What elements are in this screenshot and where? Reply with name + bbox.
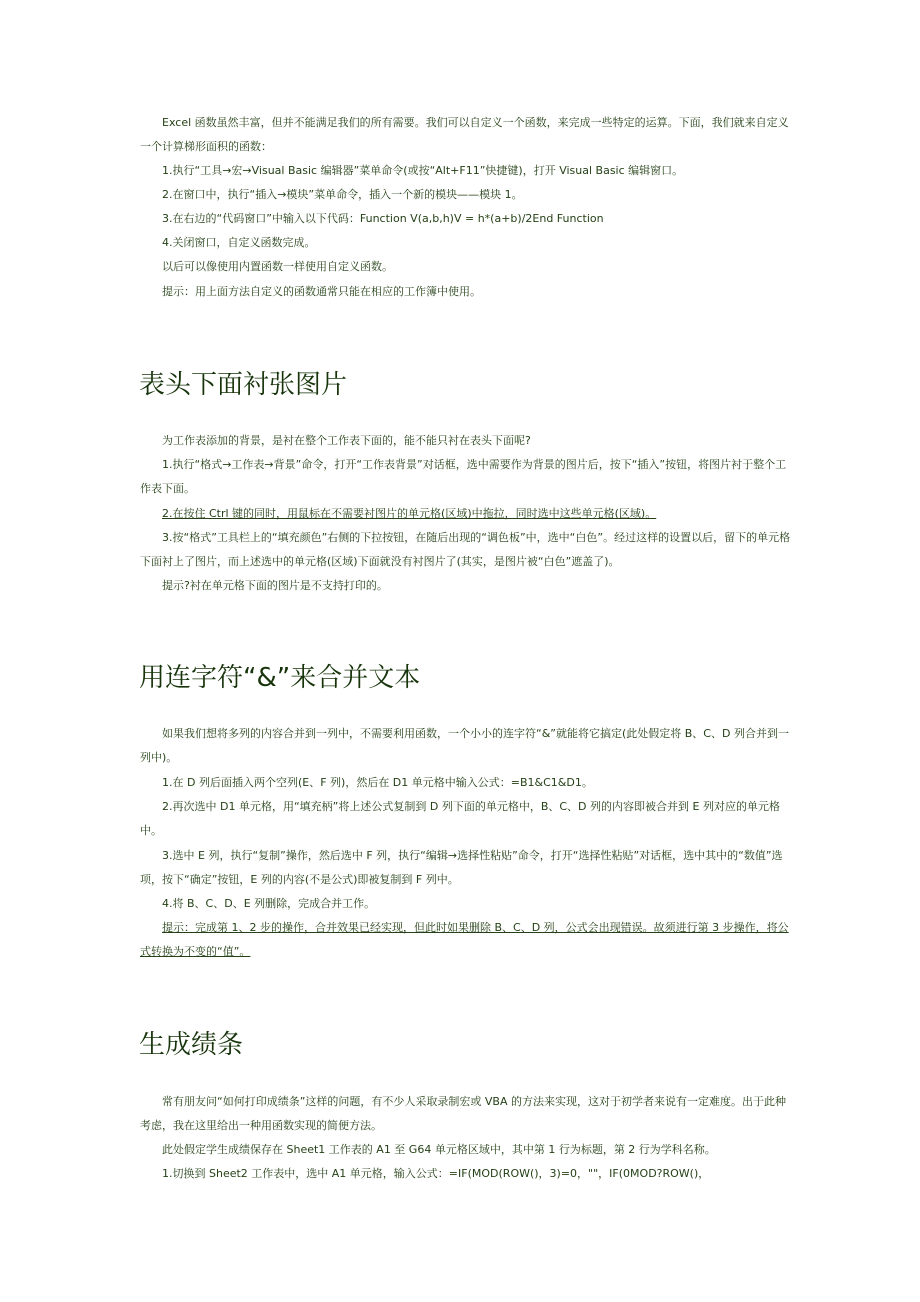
paragraph-step-4: 4.关闭窗口，自定义函数完成。 xyxy=(162,236,316,249)
paragraph-step-2: 2.在窗口中，执行“插入→模块”菜单命令，插入一个新的模块——模块 1。 xyxy=(162,188,523,201)
paragraph-question: 为工作表添加的背景，是衬在整个工作表下面的，能不能只衬在表头下面呢? xyxy=(162,434,531,447)
paragraph-tip: 提示：完成第 1、2 步的操作，合并效果已经实现，但此时如果删除 B、C、D 列，公式会出现错误。故须进行第 3 步操作，将公式转换为不变的“值”。 xyxy=(140,921,789,958)
heading-header-background: 表头下面衬张图片 xyxy=(139,370,348,400)
paragraph-step-3: 3.在右边的“代码窗口”中输入以下代码：Function V(a,b,h)V = h*(a+b)/2End Function xyxy=(162,212,604,225)
paragraph-step-4: 4.将 B、C、D、E 列删除，完成合并工作。 xyxy=(162,897,376,910)
paragraph-step-2: 2.再次选中 D1 单元格，用“填充柄”将上述公式复制到 D 列下面的单元格中，B、C、D 列的内容即被合并到 E 列对应的单元格中。 xyxy=(140,800,780,837)
paragraph-assumption: 此处假定学生成绩保存在 Sheet1 工作表的 A1 至 G64 单元格区域中，其中第 1 行为标题，第 2 行为学科名称。 xyxy=(162,1143,716,1156)
paragraph-step-1: 1.执行“格式→工作表→背景”命令，打开“工作表背景”对话框，选中需要作为背景的图片后，按下“插入”按钮，将图片衬于整个工作表下面。 xyxy=(140,458,787,495)
paragraph-tip: 提示：用上面方法自定义的函数通常只能在相应的工作簿中使用。 xyxy=(162,285,481,298)
heading-merge-text: 用连字符“&”来合并文本 xyxy=(139,663,421,693)
paragraph-intro: 如果我们想将多列的内容合并到一列中，不需要利用函数，一个小小的连字符“&”就能将它搞定(此处假定将 B、C、D 列合并到一列中)。 xyxy=(140,727,789,764)
paragraph-intro: 常有朋友问“如何打印成绩条”这样的问题，有不少人采取录制宏或 VBA 的方法来实现，这对于初学者来说有一定难度。出于此种考虑，我在这里给出一种用函数实现的简便方法。 xyxy=(140,1095,786,1132)
paragraph-note: 以后可以像使用内置函数一样使用自定义函数。 xyxy=(162,260,393,273)
paragraph-step-1: 1.切换到 Sheet2 工作表中，选中 A1 单元格，输入公式：=IF(MOD(ROW()，3)=0，""，IF(0MOD?ROW()， xyxy=(162,1167,710,1180)
paragraph-step-3: 3.选中 E 列，执行“复制”操作，然后选中 F 列，执行“编辑→选择性粘贴”命令，打开“选择性粘贴”对话框，选中其中的“数值”选项，按下“确定”按钮，E 列的内容(不是公式)即被复制到 F 列中。 xyxy=(140,849,783,886)
paragraph-step-2: 2.在按住 Ctrl 键的同时，用鼠标在不需要衬图片的单元格(区域)中拖拉，同时选中这些单元格(区域)。 xyxy=(162,507,657,520)
paragraph-step-3: 3.按“格式”工具栏上的“填充颜色”右侧的下拉按钮，在随后出现的“调色板”中，选中“白色”。经过这样的设置以后，留下的单元格下面衬上了图片，而上述选中的单元格(区域)下面就没有衬图片了(其实，是图片被“白色”遮盖了)。 xyxy=(140,531,791,568)
paragraph-intro: Excel 函数虽然丰富，但并不能满足我们的所有需要。我们可以自定义一个函数，来完成一些特定的运算。下面，我们就来自定义一个计算梯形面积的函数： xyxy=(140,116,789,153)
paragraph-step-1: 1.在 D 列后面插入两个空列(E、F 列)，然后在 D1 单元格中输入公式：=B1&C1&D1。 xyxy=(162,776,593,789)
paragraph-tip: 提示?衬在单元格下面的图片是不支持打印的。 xyxy=(162,579,388,592)
paragraph-step-1: 1.执行“工具→宏→Visual Basic 编辑器”菜单命令(或按“Alt+F11”快捷键)，打开 Visual Basic 编辑窗口。 xyxy=(162,164,684,177)
heading-score-slips: 生成绩条 xyxy=(139,1030,244,1060)
